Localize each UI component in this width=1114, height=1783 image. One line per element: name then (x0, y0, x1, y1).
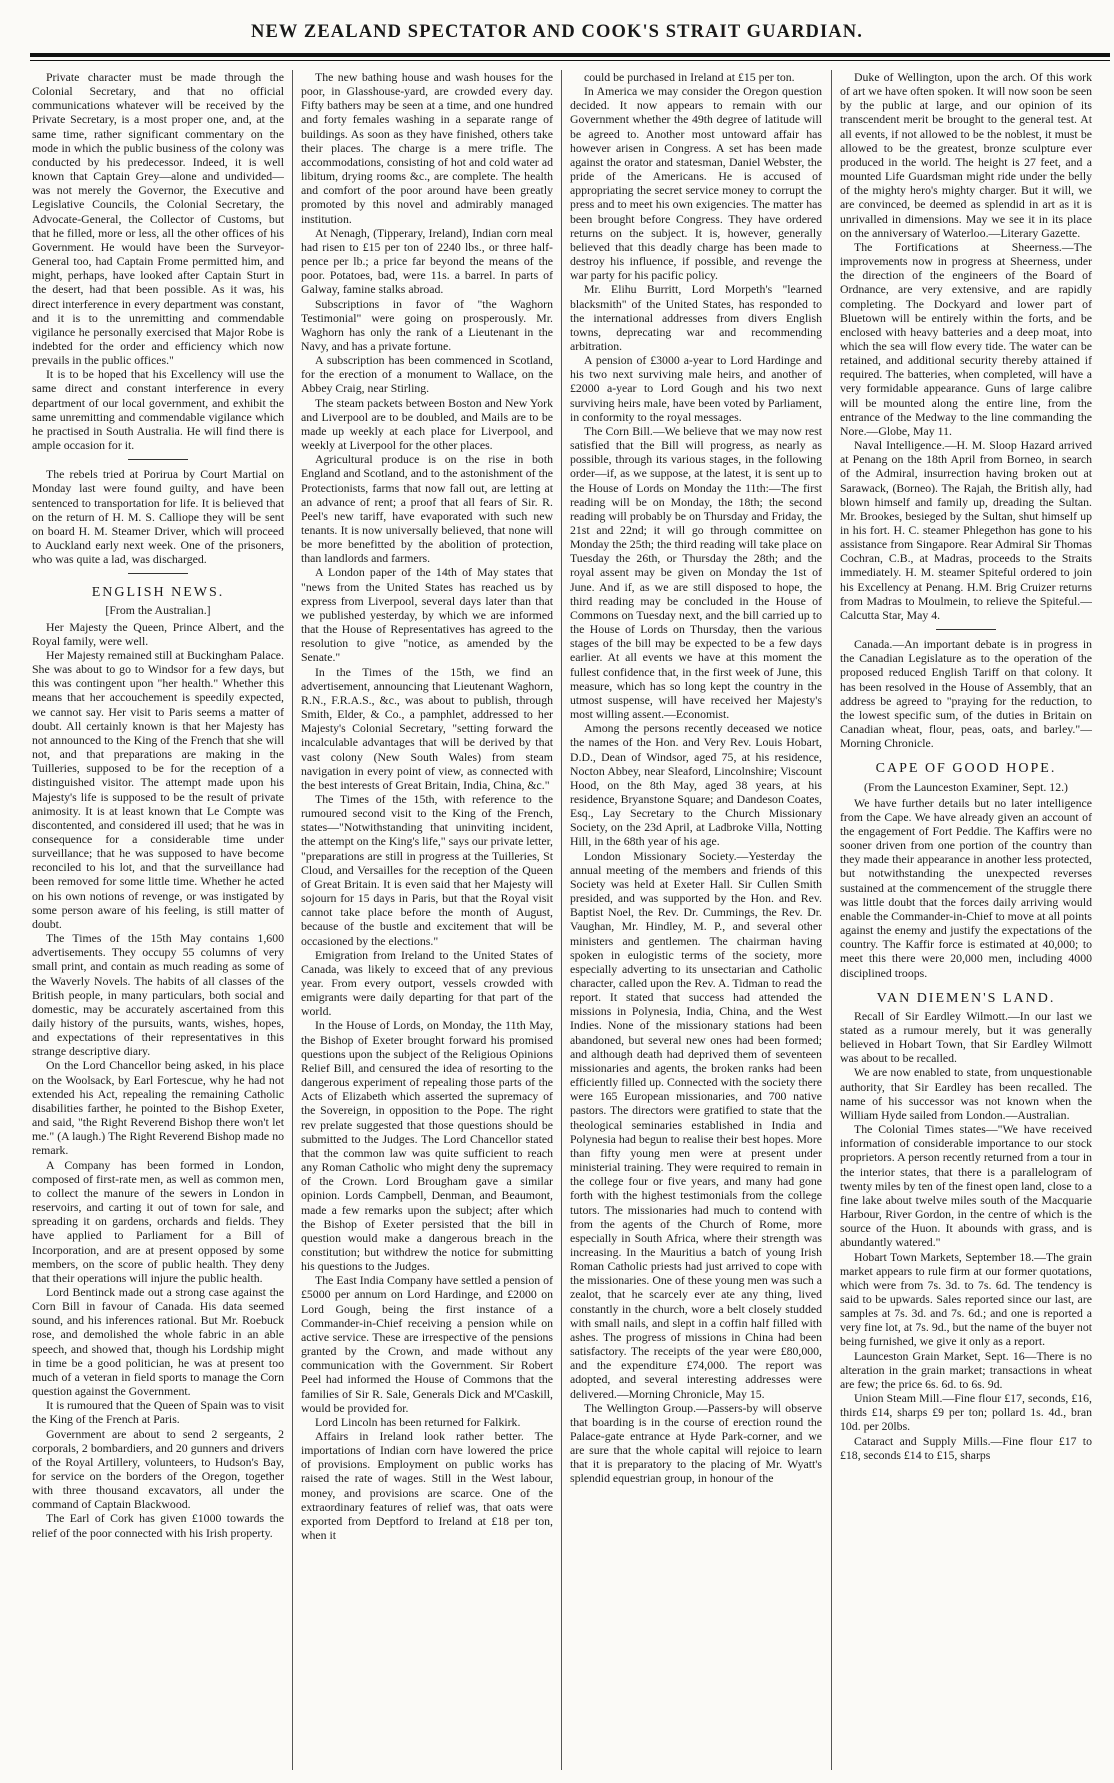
article-paragraph: A pension of £3000 a-year to Lord Hardinge and his two next surviving male heirs, and another of £2000 a-year to Lord Gough and his two next surviving heirs male, have been voted by Parliament, in conformity to the royal messages. (570, 353, 822, 424)
article-paragraph: The Earl of Cork has given £1000 towards the relief of the poor connected with his Irish property. (32, 1511, 284, 1540)
article-paragraph: At Nenagh, (Tipperary, Ireland), Indian corn meal had risen to £15 per ton of 2240 lbs., or three half-pence per lb.; a price far beyond the means of the poor. Potatoes, bad, were 11s. a barrel. In parts of Galway, famine stalks abroad. (301, 225, 553, 297)
article-paragraph: Her Majesty remained still at Buckingham Palace. She was about to go to Windsor for a few days, but this was contingent upon "her health." Whether this means that her accouchement is speedily expected, we cannot say. Her visit to Paris seems a matter of doubt. All certainly known is that her Majesty has not announced to the King of the French that she will not, and that preparations are making in the Tuilleries, supposed to be for the reception of a distinguished visitor. The attempt made upon his Majesty's life is supposed to be the result of private animosity. It is at least known that Le Compte was discontented, and considered ill used; that he was in consequence for a considerable time under surveillance; that he was supposed to have become reconciled to his lot, and that the surveillance had been removed for some little time. Whether he acted on his own notions of revenge, or was instigated by some person aware of his feeling, is still matter of doubt. (32, 647, 284, 931)
article-paragraph: Subscriptions in favor of "the Waghorn Testimonial" were going on prosperously. Mr. Waghorn has only the rank of a Lieutenant in the Navy, and has a private fortune. (301, 296, 553, 353)
masthead-rule-thick (30, 53, 1110, 57)
article-paragraph: Naval Intelligence.—H. M. Sloop Hazard arrived at Penang on the 18th April from Borneo, in search of the Admiral, insurrection having broken out at Sarawack, (Borneo). The Rajah, the British ally, had blown himself and family up, dreading the Sultan. Mr. Brookes, besieged by the Sultan, shut himself up in his fort. H. C. steamer Phlegethon has gone to his assistance from Singapore. Rear Admiral Sir Thomas Cochran, C.B., at Madras, proceeds to the Straits immediately. H. M. steamer Spiteful ordered to join his Excellency at Penang. H.M. Brig Cruizer returns from Madras to Moulmein, to relieve the Spiteful.—Calcutta Star, May 4. (840, 438, 1092, 622)
article-paragraph: In America we may consider the Oregon question decided. It now appears to remain with our Government whether the 49th degree of latitude will be agreed to. Another most untoward affair has however arisen in Congress. A set has been made against the orator and statesman, Daniel Webster, the pride of the Americans. He is accused of appropriating the secret service money to corrupt the press and to meet his own exigencies. The matter has been brought before Congress. They have ordered returns on the subject. It is, however, generally believed that this deadly charge has been made to destroy his influence, if possible, and revenge the war party for his pacific policy. (570, 84, 822, 283)
column-1 (32, 70, 284, 1772)
article-paragraph: A subscription has been commenced in Scotland, for the erection of a monument to Wallace, on the Abbey Craig, near Stirling. (301, 353, 553, 396)
article-paragraph: Canada.—An important debate is in progress in the Canadian Legislature as to the operation of the proposed reduced English Tariff on that colony. It has been resolved in the House of Assembly, that an address be agreed to "praying for the reduction, to the lowest specific sum, of the duties in Britain on Canadian wheat, flour, peas, oats, and barley."—Morning Chronicle. (840, 637, 1092, 751)
article-paragraph: could be purchased in Ireland at £15 per ton. (584, 70, 795, 84)
article-paragraph: Mr. Elihu Burritt, Lord Morpeth's "learned blacksmith" of the United States, has responded to the international addresses from divers English towns, deprecating war and recommending arbitration. (570, 282, 822, 353)
article-paragraph: The new bathing house and wash houses for the poor, in Glasshouse-yard, are crowded every day. Fifty bathers may be seen at a time, and one hundred and forty females washing in a separate range of buildings. As soon as they have finished, others take their places. The charge is a mere trifle. The accommodations, consisting of hot and cold water ad libitum, drying rooms &c., are complete. The health and comfort of the poor around have been greatly promoted by this novel and admirably managed institution. (301, 70, 553, 226)
section-divider (128, 573, 188, 574)
article-paragraph: Launceston Grain Market, Sept. 16—There is no alteration in the grain market; transactions in wheat are few; the price 6s. 6d. to 6s. 9d. (840, 1348, 1092, 1391)
article-paragraph: Lord Bentinck made out a strong case against the Corn Bill in favour of Canada. His data seemed sound, and his inferences rational. But Mr. Roebuck rose, and demolished the whole fabric in an able speech, and showed that, though his Lordship might in time be a good politician, he was at present too much of a veteran in field sports to manage the Corn question against the Government. (32, 1284, 284, 1399)
column-divider (292, 70, 293, 1770)
article-paragraph: Government are about to send 2 sergeants, 2 corporals, 2 bombardiers, and 20 gunners and drivers of the Royal Artillery, volunteers, to Hudson's Bay, for service on the borders of the Oregon, together with three thousand excavators, all under the command of Captain Blackwood. (32, 1426, 284, 1512)
article-paragraph: Among the persons recently deceased we notice the names of the Hon. and Very Rev. Louis Hobart, D.D., Dean of Windsor, aged 75, at his residence, Nocton Abbey, near Sleaford, Lincolnshire; Viscount Hood, on the 8th May, aged 38 years, at his residence, Bryanstone Square; and Dandeson Coates, Esq., Lay Secretary to the Church Missionary Society, on the 23d April, at Ladbroke Villa, Notting Hill, in the 68th year of his age. (570, 721, 822, 849)
article-paragraph: We have further details but no later intelligence from the Cape. We have already given an account of the engagement of Fort Peddie. The Kaffirs were no sooner driven from one portion of the country than they made their appearance in another less protected, but notwithstanding the unexpected reverses sustained at the commencement of the struggle there was little doubt that the forces daily arriving would enable the Commander-in-Chief to move at all points against the enemy and justify the expectations of the country. The Kaffir force is estimated at 40,000; to meet this there were 20,000 men, including 4000 disciplined troops. (840, 795, 1092, 980)
article-paragraph: Agricultural produce is on the rise in both England and Scotland, and to the astonishment of the Protectionists, farms that now fall out, are letting at an advance of rent; a proof that all fears of Sir. R. Peel's new tariff, have evaporated with such new tenants. It is now universally believed, that none will be more benefitted by the abolition of protection, than landlords and farmers. (301, 452, 553, 566)
section-heading: VAN DIEMEN'S LAND. (876, 990, 1056, 1006)
column-divider (561, 70, 562, 1770)
article-paragraph: Duke of Wellington, upon the arch. Of this work of art we have often spoken. It will now soon be seen by the public at large, and our opinion of its transcendent merit be brought to the general test. At all events, if not allowed to be the noblest, it must be allowed to be the greatest, bronze sculpture ever produced in the world. The height is 27 feet, and a mounted Life Guardsman might ride under the belly of the mighty hero's mighty charger. But it will, we are convinced, be deemed as splendid in art as it is unrivalled in dimensions. May we see it in its place on the anniversary of Waterloo.—Literary Gazette. (840, 70, 1092, 240)
article-paragraph: The Wellington Group.—Passers-by will observe that boarding is in the course of erection round the Palace-gate entrance at Hyde Park-corner, and we are sure that the whole capital will rejoice to learn that it is preparatory to the placing of Mr. Wyatt's splendid equestrian group, in honour of the (570, 1400, 822, 1486)
article-paragraph: The Corn Bill.—We believe that we may now rest satisfied that the Bill will progress, as nearly as possible, through its various stages, in the following order—if, as we suppose, at the latest, it is sent up to the House of Lords on Monday the 11th:—The first reading will be on Monday, the 18th; the second reading will probably be on Thursday and Friday, the 21st and 22nd; it will go through committee on Monday the 25th; the third reading will take place on Tuesday the 26th, or Thursday the 28th; and the royal assent may be given on Monday the 1st of June. And if, as we are still disposed to hope, the third reading may be concluded in the House of Commons on Tuesday next, and the bill carried up to the House of Lords on Thursday, then the various stages of the bill may be expected to be a few days earlier. At all events we have at this moment the fullest confidence that, in the first week of June, this measure, which has so long kept the country in the utmost suspense, will have received her Majesty's most willing assent.—Economist. (570, 423, 822, 722)
article-paragraph: The rebels tried at Porirua by Court Martial on Monday last were found guilty, and have been sentenced to transportation for life. It is believed that on the return of H. M. S. Calliope they will be sent on board H. M. Steamer Driver, which will proceed to Auckland early next week. One of the prisoners, who was quite a lad, was discharged. (32, 467, 284, 567)
source-line: [From the Australian.] (105, 603, 211, 618)
article-paragraph: It is rumoured that the Queen of Spain was to visit the King of the French at Paris. (32, 1398, 284, 1427)
article-paragraph: The Times of the 15th, with reference to the rumoured second visit to the King of the French, states—"Notwithstanding that uninviting incident, the attempt on the King's life," says our private letter, "preparations are still in progress at the Tuilleries, St Cloud, and Versailles for the reception of the Queen of Great Britain. It is even said that her Majesty will sojourn for 15 days in Paris, but that the Royal visit cannot take place before the month of August, because of the bustle and excitement that will be occasioned by the elections." (301, 791, 553, 948)
article-paragraph: We are now enabled to state, from unquestionable authority, that Sir Eardley has been recalled. The name of his successor was not known when the William Hyde sailed from London.—Australian. (840, 1065, 1092, 1122)
section-divider (128, 459, 188, 460)
article-paragraph: The East India Company have settled a pension of £5000 per annum on Lord Hardinge, and £2000 on Lord Gough, being the first instance of a Commander-in-Chief receiving a pension while on active service. These are irrespective of the pensions granted by the Crown, and made without any communication with the Government. Sir Robert Peel had informed the House of Commons that the families of Sir R. Sale, Generals Dick and M'Caskill, would be provided for. (301, 1273, 553, 1415)
masthead-rule-thin (30, 60, 1110, 61)
article-paragraph: On the Lord Chancellor being asked, in his place on the Woolsack, by Earl Fortescue, why he had not extended his Act, repealing the remaining Catholic disabilities farther, he pointed to the Bishop Exeter, and said, "the Right Reverend Bishop there won't let me." (A laugh.) The Right Reverend Bishop made no remark. (32, 1058, 284, 1158)
section-heading: CAPE OF GOOD HOPE. (875, 761, 1057, 777)
article-paragraph: A London paper of the 14th of May states that "news from the United States has reached us by express from Liverpool, several days later than that we published yesterday, by which we are informed that the House of Representatives has agreed to the resolution to give "notice, as amended by the Senate." (301, 565, 553, 665)
article-paragraph: The steam packets between Boston and New York and Liverpool are to be doubled, and Mails are to be made up weekly at each place for Liverpool, and weekly at Liverpool for the other places. (301, 395, 553, 453)
section-heading: ENGLISH NEWS. (91, 585, 225, 601)
article-paragraph: Her Majesty the Queen, Prince Albert, and the Royal family, were well. (32, 619, 284, 648)
article-paragraph: Union Steam Mill.—Fine flour £17, seconds, £16, thirds £14, sharps £9 per ton; pollard 1s. 4d., bran 10d. per 20lbs. (840, 1391, 1092, 1434)
article-paragraph: In the House of Lords, on Monday, the 11th May, the Bishop of Exeter brought forward his promised questions upon the subject of the Religious Opinions Relief Bill, and censured the idea of resorting to the dangerous experiment of repealing those parts of the Acts of Elizabeth which asserted the supremacy of the Sovereign, in opposition to the Pope. The right rev prelate suggested that those questions should be submitted to the Judges. The Lord Chancellor stated that the common law was quite sufficient to reach any Roman Catholic who might deny the supremacy of the Crown. Lord Brougham gave a similar opinion. Lords Campbell, Denman, and Beaumont, made a few remarks upon the subject; after which the Bishop of Exeter persisted that the bill in question would make a dangerous breach in the constitution; but withdrew the notice for submitting his questions to the Judges. (301, 1018, 553, 1274)
article-paragraph: It is to be hoped that his Excellency will use the same direct and constant interference in every department of our local government, and exhibit the same unremitting and commendable vigilance which he practised in South Australia. He will find there is ample occasion for it. (32, 367, 284, 453)
article-paragraph: Affairs in Ireland look rather better. The importations of Indian corn have lowered the price of provisions. Employment on public works has raised the rate of wages. Still in the West labour, money, and provisions are scarce. One of the extraordinary features of relief was, that oats were exported from Deptford to Ireland at £18 per ton, when it (301, 1429, 553, 1543)
article-paragraph: Private character must be made through the Colonial Secretary, and that no official communications whatever will be received by the Private Secretary, is a most proper one, and, at the same time, rather significant commentary on the mode in which the public business of the colony was conducted by his predecessor. Indeed, it is well known that Captain Grey—alone and undivided—was not merely the Governor, the Executive and Legislative Councils, the Colonial Secretary, the Advocate-General, the Collector of Customs, but that he filled, more or less, all the other offices of his Government. He would have been the Surveyor-General too, had Captain Frome permitted him, and might, perhaps, have looked after Captain Sturt in the desert, had that been possible. As it was, his direct interference in every department was constant, and it is to the unremitting and commendable vigilance he personally exercised that Major Robe is indebted for the order and efficiency which now prevails in the public offices." (32, 70, 284, 368)
section-divider (936, 629, 996, 630)
article-paragraph: A Company has been formed in London, composed of first-rate men, as well as common men, to collect the manure of the sewers in London in reservoirs, and carting it out of town for sale, and spreading it on gardens, orchards and fields. They have applied to Parliament for a Bill of Incorporation, and are at present opposed by some members, on the score of public health. They deny that their operations will injure the public health. (32, 1157, 284, 1285)
article-paragraph: The Times of the 15th May contains 1,600 advertisements. They occupy 55 columns of very small print, and contain as much reading as some of the Waverly Novels. The habits of all classes of the British people, in many particulars, both social and domestic, may be accurately ascertained from this daily history of the pursuits, wants, wishes, hopes, and expectations of their representatives in this strange descriptive diary. (32, 931, 284, 1059)
column-4 (840, 70, 1092, 1772)
article-paragraph: In the Times of the 15th, we find an advertisement, announcing that Lieutenant Waghorn, R.N., F.R.A.S., &c., was about to publish, through Smith, Elder, & Co., a pamphlet, addressed to her Majesty's Colonial Secretary, "setting forward the incalculable advantages that will be derived by that vast colony (New South Wales) from steam navigation in every point of view, as connected with the best interests of Great Britain, India, China, &c." (301, 664, 553, 792)
article-paragraph: London Missionary Society.—Yesterday the annual meeting of the members and friends of this Society was held at Exeter Hall. Sir Cullen Smith presided, and was supported by the Hon. and Rev. Baptist Noel, the Rev. Dr. Cummings, the Rev. Dr. Vaughan, Mr. Hindley, M. P., and several other ministers and gentlemen. The chairman having spoken in eulogistic terms of the society, more especially adverting to its unsectarian and Catholic character, called upon the Rev. A. Tidman to read the report. It stated that success had attended the missions in Polynesia, India, China, and the West Indies. None of the missionary stations had been abandoned, but several new ones had been formed; and although death had deprived them of seventeen missionaries and agents, the broken ranks had been efficiently filled up. Connected with the society there were 165 European missionaries, and 700 native pastors. The directors were gratified to state that the theological seminaries established in India and Polynesia had begun to realise their best hopes. More than fifty young men were at present under ministerial training. They were required to remain in the college four or five years, and many had gone forth with the highest testimonials from the college tutors. The missionaries had much to contend with from the agents of the Church of Rome, more especially in South Africa, where their strength was increasing. In the Mauritius a batch of young Irish Roman Catholic priests had just arrived to cope with the missionaries. One of these young men was such a zealot, that he scarcely ever ate any thing, lived constantly in the church, wore a belt closely studded with small nails, and slept in a coffin half filled with ashes. The progress of missions in China had been satisfactory. The receipts of the year were £80,000, and the expenditure £74,000. The report was adopted, and several interesting addresses were delivered.—Morning Chronicle, May 15. (570, 848, 822, 1401)
article-paragraph: Lord Lincoln has been returned for Falkirk. (315, 1414, 521, 1429)
article-paragraph: Hobart Town Markets, September 18.—The grain market appears to rule firm at our former quotations, which were from 7s. 3d. to 7s. 6d. The tendency is said to be upwards. Sales reported since our last, are samples at 7s. 3d. and 7s. 6d.; and one is reported a very fine lot, at 7s. 9d., but the name of the buyer not being furnished, we give it only as a report. (840, 1249, 1092, 1349)
column-divider (831, 70, 832, 1770)
article-paragraph: The Fortifications at Sheerness.—The improvements now in progress at Sheerness, under the direction of the engineers of the Board of Ordnance, are very extensive, and are rapidly completing. The Dockyard and lower part of Bluetown will be entirely within the forts, and be enclosed with heavy batteries and a deep moat, into which the sea will flow every tide. The water can be retained, and additional security thereby attained if required. The batteries, when completed, will have a very formidable appearance. Guns of large calibre will be mounted along the entire line, from the entrance of the Medway to the line commanding the Nore.—Globe, May 11. (840, 239, 1092, 438)
masthead: NEW ZEALAND SPECTATOR AND COOK'S STRAIT GUARDIAN. (251, 22, 863, 42)
article-paragraph: Emigration from Ireland to the United States of Canada, was likely to exceed that of any previous year. From every outport, vessels crowded with emigrants were daily departing for that part of the world. (301, 947, 553, 1019)
article-paragraph: Cataract and Supply Mills.—Fine flour £17 to £18, seconds £14 to £15, sharps (840, 1433, 1092, 1462)
column-3 (570, 70, 822, 1772)
source-line: (From the Launceston Examiner, Sept. 12.) (864, 779, 1068, 794)
column-2 (301, 70, 553, 1772)
article-paragraph: The Colonial Times states—"We have received information of considerable importance to our stock proprietors. A person recently returned from a tour in the interior states, that there is a parallelogram of twenty miles by ten of the finest open land, close to a fine lake about twelve miles south of the Macquarie Harbour, River Gordon, in the centre of which is the source of the Huon. It abounds with grass, and is abundantly watered." (840, 1122, 1092, 1250)
article-paragraph: Recall of Sir Eardley Wilmott.—In our last we stated as a rumour merely, but it was generally believed in Hobart Town, that Sir Eardley Wilmott was about to be recalled. (840, 1008, 1092, 1066)
